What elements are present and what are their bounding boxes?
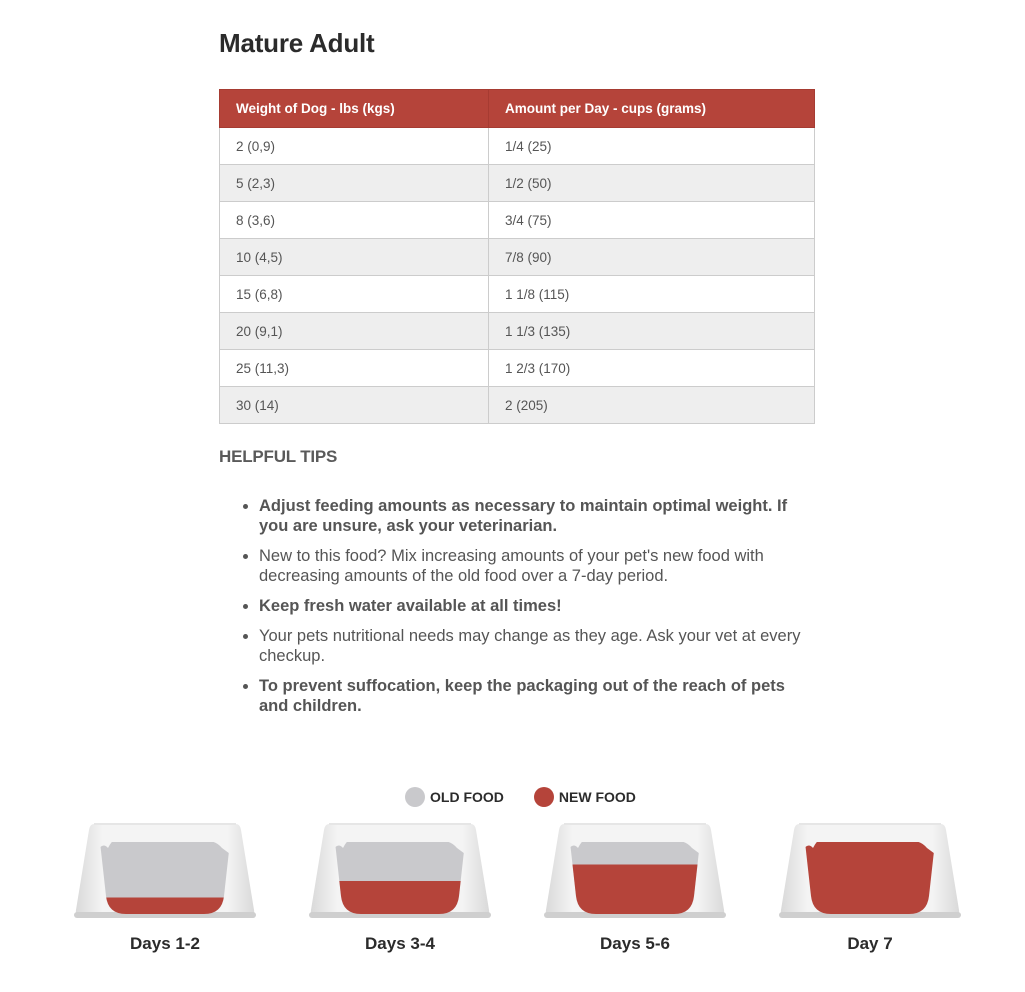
table-row <box>220 350 815 387</box>
amount-cell: 1 1/3 (135) <box>489 313 815 350</box>
tip-item: • Keep fresh water available at all times! <box>259 596 815 616</box>
bowl-label: Days 1-2 <box>130 934 200 953</box>
amount-cell: 7/8 (90) <box>489 239 815 276</box>
table-row <box>220 239 815 276</box>
column-header-weight: Weight of Dog - lbs (kgs) <box>220 90 489 128</box>
amount-cell: 1 2/3 (170) <box>489 350 815 387</box>
weight-cell: 20 (9,1) <box>220 313 489 350</box>
amount-cell: 1/4 (25) <box>489 128 815 165</box>
table-row <box>220 276 815 313</box>
table-row <box>220 165 815 202</box>
bowl-day-7 <box>777 818 963 922</box>
weight-cell: 10 (4,5) <box>220 239 489 276</box>
weight-cell: 30 (14) <box>220 387 489 424</box>
food-bowl-graphic <box>72 818 258 922</box>
amount-cell: 1/2 (50) <box>489 165 815 202</box>
old-food-swatch <box>405 787 425 807</box>
bowl-days-1-2 <box>72 818 258 922</box>
food-legend <box>405 786 666 808</box>
table-row <box>220 202 815 239</box>
table-header-row <box>220 90 815 128</box>
bowl-label: Day 7 <box>847 934 893 953</box>
bowl-days-3-4 <box>307 818 493 922</box>
weight-cell: 2 (0,9) <box>220 128 489 165</box>
page-title: Mature Adult <box>219 28 375 58</box>
table-row <box>220 313 815 350</box>
tip-item: • To prevent suffocation, keep the packaging out of the reach of pets and children. <box>259 676 815 716</box>
food-bowl-graphic <box>542 818 728 922</box>
bowl-label: Days 3-4 <box>365 934 435 953</box>
feeding-table <box>219 89 815 424</box>
legend-old-food <box>405 787 504 807</box>
tip-item: • Your pets nutritional needs may change as they age. Ask your vet at every checkup. <box>259 626 815 666</box>
helpful-tips-heading: HELPFUL TIPS <box>219 447 338 466</box>
weight-cell: 5 (2,3) <box>220 165 489 202</box>
legend-new-label: NEW FOOD <box>558 789 636 805</box>
column-header-amount: Amount per Day - cups (grams) <box>489 90 815 128</box>
tips-list <box>219 496 815 726</box>
tip-item: • New to this food? Mix increasing amounts of your pet's new food with decreasing amounts of the old food over a 7-day period. <box>259 546 815 586</box>
weight-cell: 25 (11,3) <box>220 350 489 387</box>
legend-old-label: OLD FOOD <box>430 789 504 805</box>
new-food-swatch <box>534 787 554 807</box>
weight-cell: 8 (3,6) <box>220 202 489 239</box>
amount-cell: 3/4 (75) <box>489 202 815 239</box>
bowl-days-5-6 <box>542 818 728 922</box>
amount-cell: 1 1/8 (115) <box>489 276 815 313</box>
table-row <box>220 387 815 424</box>
amount-cell: 2 (205) <box>489 387 815 424</box>
table-row <box>220 128 815 165</box>
tip-item: • Adjust feeding amounts as necessary to maintain optimal weight. If you are unsure, ask your veterinarian. <box>259 496 815 536</box>
bowl-label: Days 5-6 <box>600 934 670 953</box>
food-bowl-graphic <box>307 818 493 922</box>
weight-cell: 15 (6,8) <box>220 276 489 313</box>
legend-new-food <box>534 787 636 807</box>
new-food-fill <box>799 828 941 922</box>
food-bowl-graphic <box>777 818 963 922</box>
